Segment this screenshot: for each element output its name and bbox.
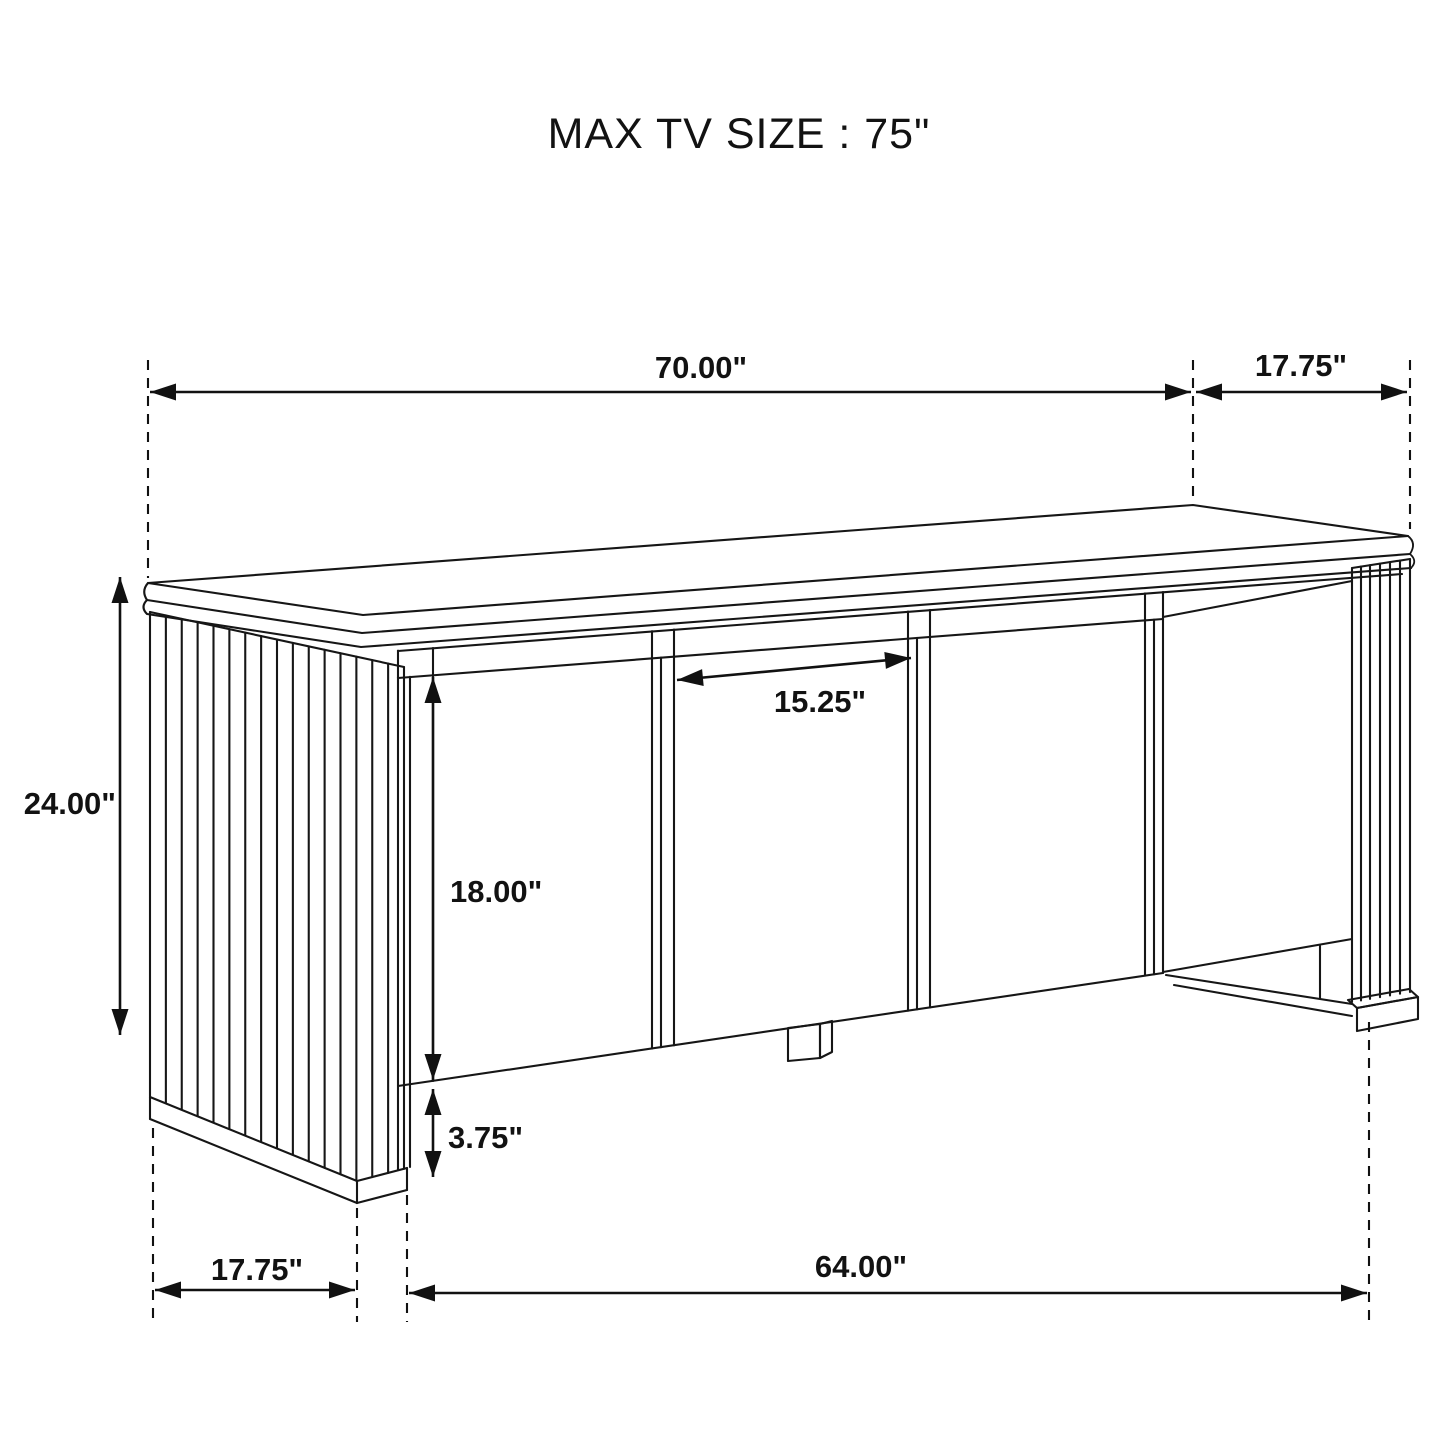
page-title: MAX TV SIZE : 75" [547, 110, 931, 158]
tv-console-drawing [144, 505, 1419, 1203]
right-leg-slats [1352, 559, 1410, 1002]
dim-label-height: 24.00" [23, 786, 116, 821]
dim-label-opening-width: 15.25" [773, 684, 867, 719]
right-panel-top-edge [1163, 581, 1352, 617]
dim-label-top-overhang: 17.75" [1254, 348, 1348, 383]
extension-lines [148, 360, 1410, 1322]
console-top-face [148, 505, 1408, 615]
console-top-corner-arcs [1408, 536, 1414, 568]
console-top-bullnose-2 [144, 568, 1412, 647]
front-bottom-edge [398, 973, 1163, 1086]
dim-label-bottom-width: 64.00" [814, 1249, 908, 1284]
right-panel-bottom-edge [1163, 939, 1352, 972]
dimension-labels [24, 348, 1347, 1287]
center-foot [788, 1021, 832, 1061]
left-base-bar [150, 1097, 407, 1203]
dim-label-top-width: 70.00" [654, 350, 748, 385]
left-panel-slats [150, 612, 404, 1181]
dimension-lines [112, 384, 1408, 1302]
dim-label-base-height: 3.75" [448, 1120, 524, 1155]
dim-label-side-depth: 17.75" [210, 1252, 304, 1287]
dim-label-opening-height: 18.00" [450, 874, 543, 909]
